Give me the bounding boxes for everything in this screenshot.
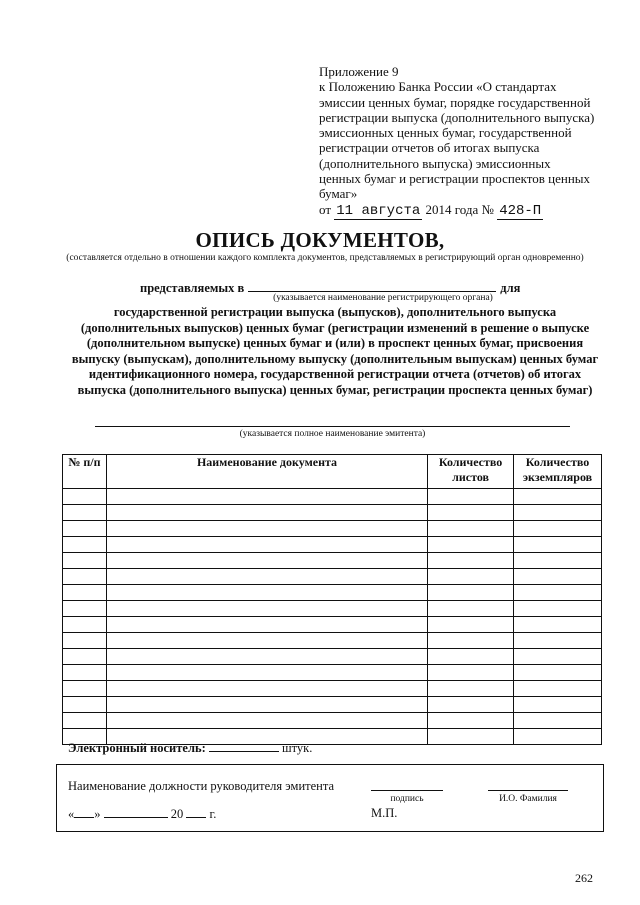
documents-table: [62, 454, 602, 745]
table-row: [63, 665, 602, 681]
header-copies-count: Количество экземпляров: [514, 455, 602, 489]
electronic-media-label: Электронный носитель:: [68, 741, 206, 755]
number-cell[interactable]: [63, 585, 107, 601]
table-row: [63, 633, 602, 649]
sheets-count-cell[interactable]: [428, 553, 514, 569]
registering-authority-hint: (указывается наименование регистрирующего органа): [273, 293, 493, 303]
sheets-count-cell[interactable]: [428, 729, 514, 745]
copies-count-cell[interactable]: [514, 489, 602, 505]
number-cell[interactable]: [63, 649, 107, 665]
sheets-count-cell[interactable]: [428, 681, 514, 697]
number-cell[interactable]: [63, 633, 107, 649]
appendix-date-value: 11 августа: [336, 202, 421, 219]
number-cell[interactable]: [63, 681, 107, 697]
document-name-cell[interactable]: [106, 537, 427, 553]
sheets-count-cell[interactable]: [428, 601, 514, 617]
copies-count-cell[interactable]: [514, 697, 602, 713]
copies-count-cell[interactable]: [514, 601, 602, 617]
document-title: ОПИСЬ ДОКУМЕНТОВ,: [195, 228, 445, 252]
number-cell[interactable]: [63, 665, 107, 681]
month-field[interactable]: [104, 806, 168, 818]
appendix-line: ценных бумаг и регистрации проспектов ценных: [319, 171, 591, 187]
table-row: [63, 537, 602, 553]
document-name-cell[interactable]: [106, 601, 427, 617]
table-row: [63, 585, 602, 601]
document-name-cell[interactable]: [106, 505, 427, 521]
copies-count-cell[interactable]: [514, 537, 602, 553]
header-sheets-count: Количество листов: [428, 455, 514, 489]
appendix-line: Приложение 9: [319, 64, 399, 79]
appendix-number-value: 428-П: [499, 202, 542, 219]
copies-count-cell[interactable]: [514, 681, 602, 697]
sheets-count-cell[interactable]: [428, 585, 514, 601]
number-cell[interactable]: [63, 601, 107, 617]
sheets-count-cell[interactable]: [428, 697, 514, 713]
document-name-cell[interactable]: [106, 665, 427, 681]
appendix-line: бумаг»: [319, 186, 358, 202]
appendix-line: эмиссии ценных бумаг, порядке государственной: [319, 94, 591, 110]
header-number: № п/п: [63, 455, 107, 489]
document-name-cell[interactable]: [106, 569, 427, 585]
sheets-count-cell[interactable]: [428, 617, 514, 633]
copies-count-cell[interactable]: [514, 729, 602, 745]
number-cell[interactable]: [63, 521, 107, 537]
full-name-label: И.О. Фамилия: [499, 794, 557, 804]
table-row: [63, 553, 602, 569]
sheets-count-cell[interactable]: [428, 521, 514, 537]
table-row: [63, 697, 602, 713]
copies-count-cell[interactable]: [514, 585, 602, 601]
signature-label: подпись: [390, 794, 424, 804]
appendix-line: эмиссионных ценных бумаг, государственной: [319, 125, 572, 141]
stamp-place-label: М.П.: [371, 806, 398, 820]
emitent-name-hint: (указывается полное наименование эмитента): [239, 429, 426, 439]
sheets-count-cell[interactable]: [428, 569, 514, 585]
day-field[interactable]: [74, 806, 94, 818]
document-name-cell[interactable]: [106, 553, 427, 569]
registering-authority-field[interactable]: [248, 280, 496, 292]
table-row: [63, 681, 602, 697]
number-cell[interactable]: [63, 505, 107, 521]
appendix-date-line: [319, 202, 599, 219]
appendix-block: [319, 64, 599, 219]
copies-count-cell[interactable]: [514, 713, 602, 729]
document-name-cell[interactable]: [106, 617, 427, 633]
number-cell[interactable]: [63, 537, 107, 553]
table-row: [63, 649, 602, 665]
number-cell[interactable]: [63, 713, 107, 729]
electronic-media-count-field[interactable]: [209, 740, 279, 752]
document-name-cell[interactable]: [106, 697, 427, 713]
signature-field[interactable]: [371, 790, 443, 791]
document-name-cell[interactable]: [106, 585, 427, 601]
sheets-count-cell[interactable]: [428, 537, 514, 553]
number-cell[interactable]: [63, 553, 107, 569]
table-row: [63, 601, 602, 617]
sheets-count-cell[interactable]: [428, 633, 514, 649]
year-suffix: г.: [209, 807, 217, 821]
copies-count-cell[interactable]: [514, 505, 602, 521]
document-name-cell[interactable]: [106, 521, 427, 537]
year-field[interactable]: [186, 806, 206, 818]
signature-date-row: [68, 806, 216, 822]
copies-count-cell[interactable]: [514, 617, 602, 633]
title-subnote: (составляется отдельно в отношении каждого комплекта документов, представляемых в регистрирующий орган одновременно): [66, 253, 584, 263]
document-name-cell[interactable]: [106, 633, 427, 649]
sheets-count-cell[interactable]: [428, 665, 514, 681]
copies-count-cell[interactable]: [514, 569, 602, 585]
emitent-name-field[interactable]: [95, 426, 570, 427]
head-position-label: Наименование должности руководителя эмитента: [68, 779, 335, 793]
appendix-line: регистрации выпуска (дополнительного выпуска): [319, 109, 595, 125]
copies-count-cell[interactable]: [514, 553, 602, 569]
year-prefix: 20: [170, 807, 184, 821]
electronic-media-row: [68, 740, 312, 756]
appendix-line: регистрации отчетов об итогах выпуска: [319, 140, 540, 156]
purpose-paragraph: государственной регистрации выпуска (выпусков), дополнительного выпуска (дополнительных выпусков) ценных бумаг (регистрации изменений в решение о выпуске (дополнительном выпуске) ценных бумаг и (или) в проспект ценных бумаг, присвоения выпуску (выпускам), дополнительному выпуску (дополнительным выпускам) ценных бумаг идентификационного номера, государственной регистрации отчета (отчетов) об итогах выпуска (дополнительного выпуска) ценных бумаг, регистрации проспекта ценных бумаг): [71, 305, 599, 397]
sheets-count-cell[interactable]: [428, 649, 514, 665]
document-name-cell[interactable]: [106, 713, 427, 729]
appendix-line: (дополнительного выпуска) эмиссионных: [319, 155, 551, 171]
copies-count-cell[interactable]: [514, 649, 602, 665]
presented-prefix: представляемых в: [140, 281, 245, 295]
appendix-date-prefix: от: [319, 201, 332, 217]
copies-count-cell[interactable]: [514, 665, 602, 681]
number-cell[interactable]: [63, 617, 107, 633]
table-header-row: [63, 455, 602, 489]
number-cell[interactable]: [63, 569, 107, 585]
document-name-cell[interactable]: [106, 489, 427, 505]
table-row: [63, 713, 602, 729]
document-name-cell[interactable]: [106, 649, 427, 665]
number-cell[interactable]: [63, 697, 107, 713]
full-name-field[interactable]: [488, 790, 568, 791]
header-document-name: Наименование документа: [106, 455, 427, 489]
table-row: [63, 505, 602, 521]
page-number: 262: [575, 871, 593, 885]
table-row: [63, 521, 602, 537]
copies-count-cell[interactable]: [514, 521, 602, 537]
date-close-quote: »: [94, 807, 101, 821]
date-open-quote: «: [68, 807, 75, 821]
electronic-media-unit: штук.: [282, 741, 313, 755]
document-name-cell[interactable]: [106, 681, 427, 697]
presented-suffix: для: [500, 281, 521, 295]
appendix-date-year: 2014 года №: [425, 201, 494, 217]
appendix-line: к Положению Банка России «О стандартах: [319, 79, 557, 95]
sheets-count-cell[interactable]: [428, 489, 514, 505]
sheets-count-cell[interactable]: [428, 505, 514, 521]
copies-count-cell[interactable]: [514, 633, 602, 649]
sheets-count-cell[interactable]: [428, 713, 514, 729]
table-row: [63, 569, 602, 585]
table-body: [63, 489, 602, 745]
table-row: [63, 617, 602, 633]
number-cell[interactable]: [63, 489, 107, 505]
table-row: [63, 489, 602, 505]
